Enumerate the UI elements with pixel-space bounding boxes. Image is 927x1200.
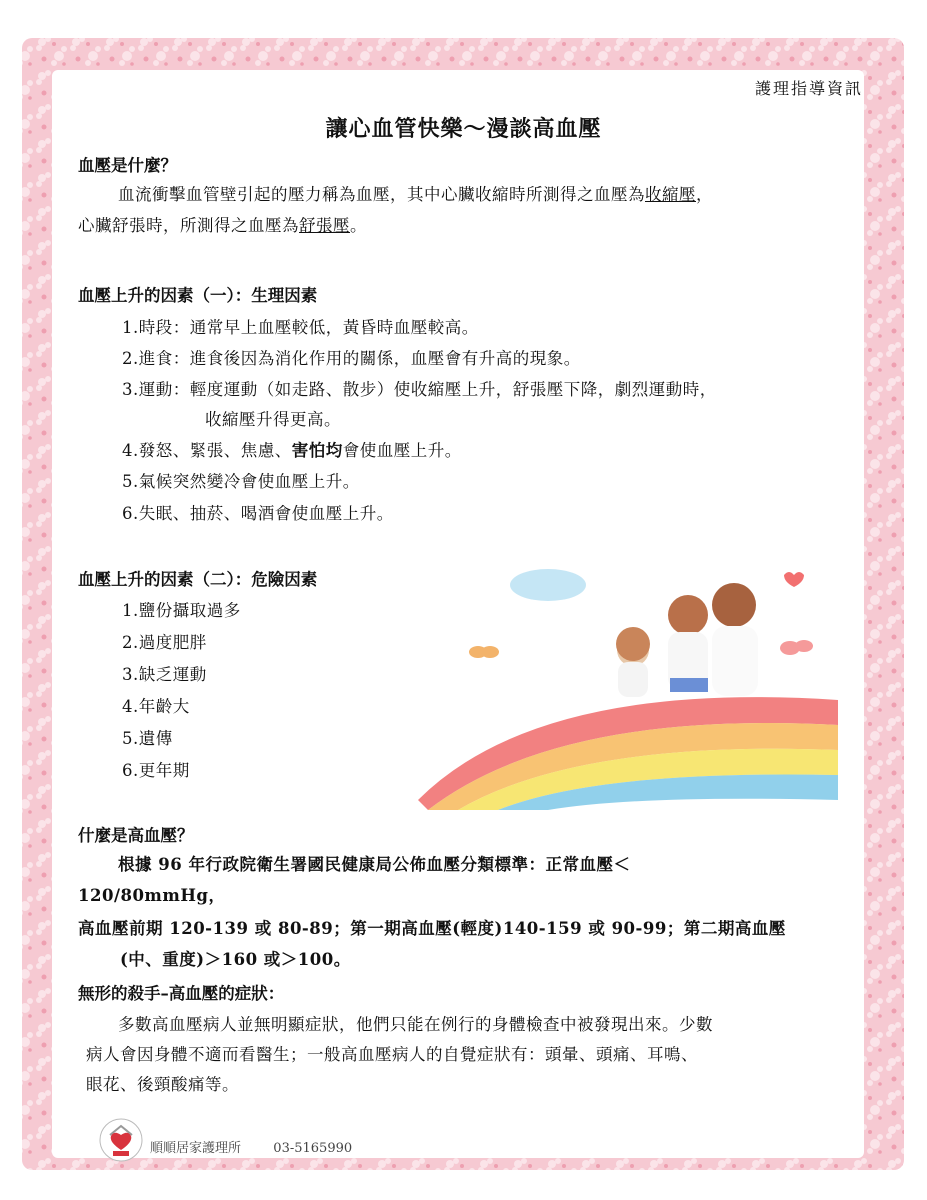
paragraph-bp-definition-2 — [78, 211, 858, 241]
list-item: 4.年齡大 — [122, 697, 190, 716]
list-item: 1.時段：通常早上血壓較低，黃昏時血壓較高。 — [122, 318, 479, 337]
heart-icon — [784, 572, 804, 587]
text: 4.發怒、緊張、焦慮、 — [122, 441, 292, 460]
text: ， — [696, 185, 713, 204]
list-item: 2.過度肥胖 — [122, 633, 207, 652]
mother-figure — [668, 595, 708, 692]
org-phone: 03-5165990 — [273, 1141, 353, 1156]
paragraph-classification: 根據 96 年行政院衛生署國民健康局公佈血壓分類標準：正常血壓＜ — [118, 855, 631, 874]
term-systolic: 收縮壓 — [645, 185, 696, 204]
butterfly-icon — [469, 646, 499, 658]
header-tag: 護理指導資訊 — [754, 79, 863, 98]
paragraph-classification-2: 120/80mmHg， — [78, 886, 226, 905]
list-item: 3.缺乏運動 — [122, 665, 207, 684]
father-figure — [712, 583, 758, 696]
list-item-continuation: 收縮壓升得更高。 — [205, 410, 341, 429]
list-item: 2.進食：進食後因為消化作用的關係，血壓會有升高的現象。 — [122, 349, 581, 368]
list-item: 3.運動：輕度運動（如走路、散步）使收縮壓上升，舒張壓下降，劇烈運動時， — [122, 380, 717, 399]
section-heading-symptoms: 無形的殺手–高血壓的症狀： — [78, 984, 285, 1003]
list-item — [122, 437, 462, 461]
child-figure — [616, 627, 650, 697]
list-item: 6.更年期 — [122, 761, 190, 780]
list-item: 1.鹽份攝取過多 — [122, 601, 241, 620]
text: 心臟舒張時，所測得之血壓為 — [78, 216, 299, 235]
list-item: 5.遺傳 — [122, 729, 173, 748]
paragraph-symptoms-2: 病人會因身體不適而看醫生；一般高血壓病人的自覺症狀有：頭暈、頭痛、耳鳴、 — [86, 1045, 698, 1064]
paragraph-symptoms-3: 眼花、後頸酸痛等。 — [86, 1075, 239, 1094]
org-logo — [98, 1117, 144, 1163]
section-heading-hypertension: 什麼是高血壓？ — [78, 826, 194, 845]
section-heading-bp: 血壓是什麼？ — [78, 156, 177, 175]
term-diastolic: 舒張壓 — [299, 216, 350, 235]
text: 會使血壓上升。 — [342, 441, 462, 460]
bold-text: 害怕均 — [291, 441, 343, 460]
text: 血流衝擊血管壁引起的壓力稱為血壓，其中心臟收縮時所測得之血壓為 — [118, 185, 645, 204]
section-heading-risk: 血壓上升的因素（二）：危險因素 — [78, 570, 318, 589]
paragraph-classification-3: 高血壓前期 120-139 或 80-89；第一期高血壓(輕度)140-159 或 90-99；第二期高血壓 — [78, 919, 786, 938]
list-item: 6.失眠、抽菸、喝酒會使血壓上升。 — [122, 504, 394, 523]
page-title: 讓心血管快樂～漫談高血壓 — [325, 116, 602, 142]
text: 。 — [350, 216, 367, 235]
rainbow-family-illustration — [418, 560, 838, 810]
paragraph-classification-4: (中、重度)＞160 或＞100。 — [120, 950, 351, 969]
paragraph-bp-definition — [78, 180, 858, 210]
section-heading-physiological: 血壓上升的因素（一）：生理因素 — [78, 286, 318, 305]
list-item: 5.氣候突然變冷會使血壓上升。 — [122, 472, 360, 491]
footer-info — [150, 1137, 352, 1156]
org-name: 順順居家護理所 — [150, 1141, 242, 1156]
paragraph-symptoms: 多數高血壓病人並無明顯症狀，他們只能在例行的身體檢查中被發現出來。少數 — [118, 1015, 713, 1034]
butterfly-icon — [780, 640, 813, 655]
